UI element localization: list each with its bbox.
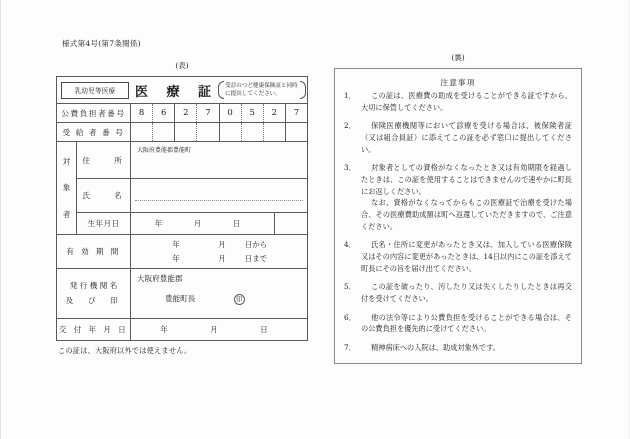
issuer-org-line2: 豊能町長 xyxy=(165,294,196,303)
birthdate-extra-cell[interactable] xyxy=(274,213,307,234)
note-number: 2． xyxy=(344,121,356,131)
note-text: 保険医療機関等において診療を受ける場合は、被保険者証（又は組合員証）に添えてこの証を必ず窓口に提出してください。 xyxy=(361,121,572,154)
payer-digit: 5 xyxy=(242,104,264,122)
payer-digit: 7 xyxy=(293,107,300,118)
note-text: この証は、医療費の助成を受けることができる証ですから、大切に保管してください。 xyxy=(361,91,572,112)
note-number: 5． xyxy=(344,282,356,292)
validity-to-month-unit: 月 xyxy=(218,254,226,263)
note-item xyxy=(344,90,572,113)
issue-date-fields[interactable] xyxy=(131,319,307,340)
payer-number-cells xyxy=(131,104,307,122)
birthdate-day-unit: 日 xyxy=(232,219,241,228)
issue-date-label: 交 付 年 月 日 xyxy=(57,319,131,340)
issuer-row xyxy=(57,269,307,319)
validity-period-label: 有 効 期 間 xyxy=(57,235,131,268)
note-text: 他の法令等により公費負担を受けることができる場合は、その公費負担を優先的に受けてください。 xyxy=(361,312,572,334)
recipient-number-row xyxy=(57,123,307,142)
note-item xyxy=(344,162,572,232)
issuer-body xyxy=(131,269,307,318)
address-value[interactable]: 大阪府豊能郡豊能町 xyxy=(137,147,192,154)
note-number: 3． xyxy=(344,163,356,173)
birthdate-month-unit: 月 xyxy=(193,219,202,228)
name-input-line[interactable] xyxy=(131,179,307,212)
note-number: 1． xyxy=(344,91,356,100)
issuer-label-line2: 及 び 印 xyxy=(65,295,122,305)
certificate-header-row xyxy=(57,77,307,104)
payer-digit: 2 xyxy=(175,104,197,122)
recipient-digit[interactable] xyxy=(175,123,197,141)
validity-to-year-unit: 年 xyxy=(172,254,180,263)
subject-vertical-char: 象 xyxy=(62,183,71,193)
certificate-title: 医 療 証 xyxy=(134,84,219,100)
validity-from-year-unit: 年 xyxy=(172,240,180,249)
notes-box xyxy=(334,68,582,364)
note-text: この証を破ったり、汚したり又は失くしたりしたときは再交付を受けてください。 xyxy=(361,282,572,303)
note-text: 対象者としての資格がなくなったとき又は有効期限を経過したときは、この証を使用することはできませんので速やかに町長にお返しください。 xyxy=(361,163,572,196)
note-number: 4． xyxy=(344,240,356,250)
payer-digit: 2 xyxy=(264,104,286,122)
subject-fields xyxy=(77,142,307,234)
form-number-label: 様式第4号(第7条関係) xyxy=(62,39,141,48)
note-text: 精神病床への入院は、助成対象外です。 xyxy=(371,342,500,352)
validity-from-line[interactable] xyxy=(131,239,297,250)
front-side-label: (表) xyxy=(175,61,189,70)
notes-title: 注意事項 xyxy=(440,78,476,87)
back-spacer xyxy=(334,38,582,52)
note-item xyxy=(344,239,572,274)
name-label: 氏 名 xyxy=(77,179,131,212)
payer-number-label: 公費負担者番号 xyxy=(57,104,131,122)
recipient-digit[interactable] xyxy=(153,123,175,141)
payer-digit: 7 xyxy=(197,104,219,122)
payer-digit: 8 xyxy=(131,104,153,122)
validity-period-fields[interactable] xyxy=(131,235,307,268)
validity-from-day-unit: 日から xyxy=(245,240,268,249)
note-number: 7． xyxy=(344,342,356,352)
birthdate-year-unit: 年 xyxy=(154,219,163,228)
certificate-table xyxy=(56,76,308,341)
recipient-digit[interactable] xyxy=(242,123,264,141)
back-side-label: (裏) xyxy=(451,53,465,62)
validity-from-month-unit: 月 xyxy=(218,240,226,249)
note-subtext: なお、資格がなくなってからもこの医療証で治療を受けた場合、その医療費助成額は町へ返還していただきますので、ご注意ください。 xyxy=(361,198,572,231)
subject-block xyxy=(57,142,307,235)
validity-period-row xyxy=(57,235,307,269)
validity-to-line[interactable] xyxy=(131,253,297,264)
recipient-digit[interactable] xyxy=(286,123,307,141)
issue-date-month-unit: 月 xyxy=(210,325,218,334)
recipient-number-cells[interactable] xyxy=(131,123,307,141)
back-side-panel xyxy=(334,38,582,364)
issue-date-year-unit: 年 xyxy=(160,325,168,334)
subject-vertical-label xyxy=(57,142,77,234)
recipient-digit[interactable] xyxy=(197,123,219,141)
issuer-org-line1: 大阪府豊能郡 xyxy=(137,274,183,283)
recipient-digit[interactable] xyxy=(131,123,153,141)
front-side-panel xyxy=(56,38,308,356)
validity-to-day-unit: 日まで xyxy=(245,254,268,263)
name-dotted-rule xyxy=(135,191,303,201)
official-seal-icon: 印 xyxy=(234,294,245,305)
issue-date-row xyxy=(57,319,307,340)
address-label: 住 所 xyxy=(77,142,131,178)
issuer-org-line2-wrap xyxy=(137,293,307,305)
birthdate-label: 生年月日 xyxy=(77,213,131,234)
birthdate-row xyxy=(77,213,307,234)
note-number: 6． xyxy=(344,312,356,322)
subject-vertical-char: 対 xyxy=(62,156,71,166)
front-footer-note: この証は、大阪府以外では使えません。 xyxy=(58,346,192,355)
submission-note: 受診のつど健康保険証と同時に提出してください。 xyxy=(218,80,304,101)
payer-digit: 0 xyxy=(220,104,242,122)
note-item xyxy=(344,342,572,354)
birthdate-fields[interactable] xyxy=(131,213,274,234)
note-text-group xyxy=(361,162,572,232)
note-item xyxy=(344,120,572,155)
issue-date-day-unit: 日 xyxy=(260,325,268,334)
issuer-label-line1: 発 行 機 関 名 xyxy=(69,281,118,291)
payer-number-row xyxy=(57,104,307,123)
note-text: 氏名・住所に変更があったとき又は、加入している医療保険又はその内容に変更があったときは、14日以内にこの証を添えて町長にその旨を届け出てください。 xyxy=(361,240,572,273)
name-row xyxy=(77,179,307,213)
recipient-digit[interactable] xyxy=(264,123,286,141)
note-item xyxy=(344,312,572,335)
recipient-number-label: 受 給 者 番 号 xyxy=(57,123,131,141)
category-badge: 乳幼児等医療 xyxy=(61,82,129,99)
payer-digit: 6 xyxy=(153,104,175,122)
recipient-digit[interactable] xyxy=(220,123,242,141)
subject-vertical-char: 者 xyxy=(62,210,71,220)
address-row xyxy=(77,142,307,179)
issuer-label xyxy=(57,269,131,318)
note-item xyxy=(344,281,572,304)
